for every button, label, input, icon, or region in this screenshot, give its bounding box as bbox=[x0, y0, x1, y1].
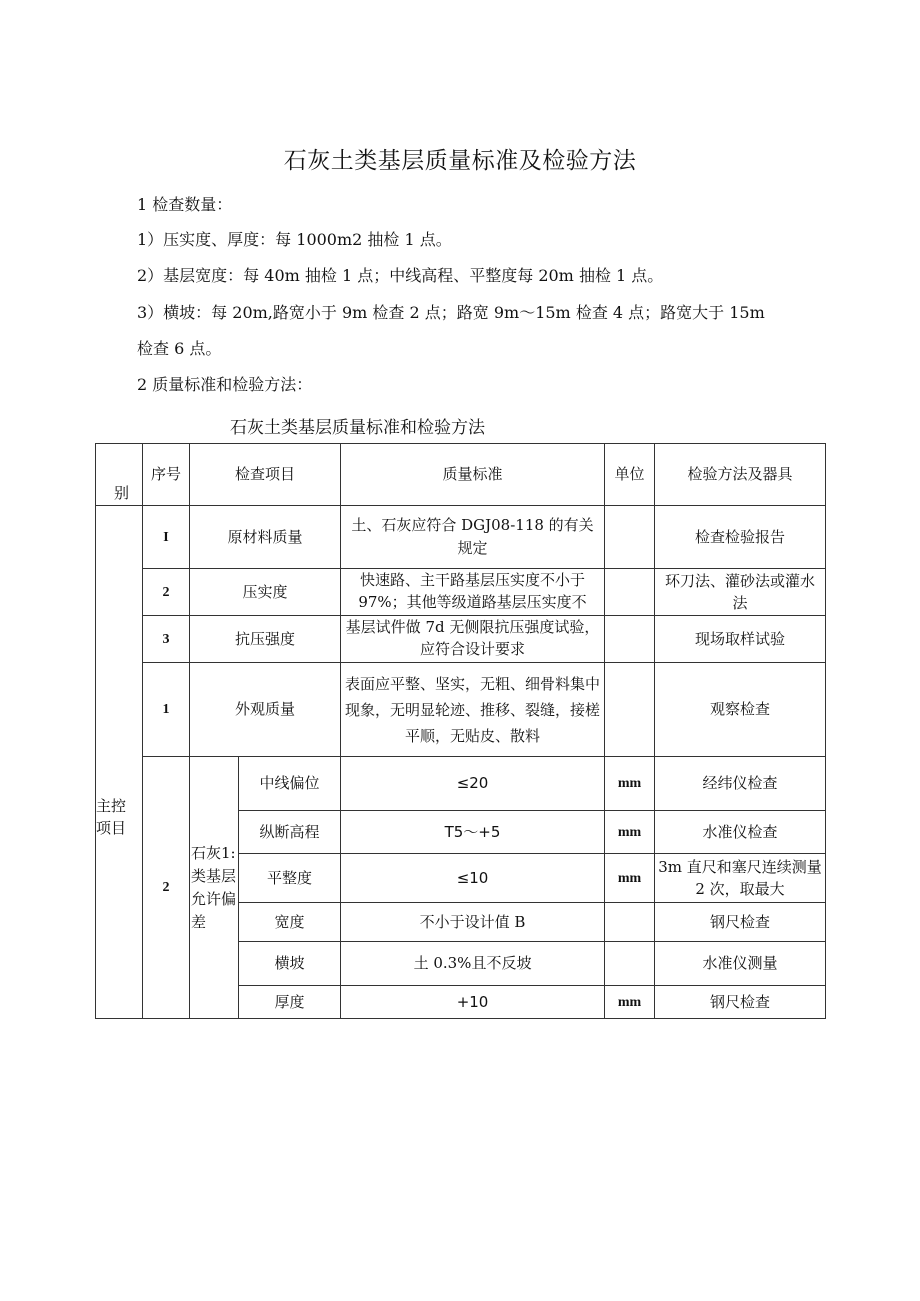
table-header-row bbox=[96, 444, 826, 506]
table-row bbox=[96, 616, 826, 663]
tolerance-item: 纵断高程 bbox=[239, 811, 341, 854]
row-item: 原材料质量 bbox=[190, 506, 341, 569]
sampling-item-3-line1: 3）横坡：每 20m,路宽小于 9m 检查 2 点；路宽 9m～15m 检查 4 点；路宽大于 15m bbox=[137, 303, 765, 322]
section-1-heading: 1 检查数量： bbox=[137, 195, 233, 214]
tolerance-unit: mm bbox=[605, 854, 655, 903]
tolerance-method: 3m 直尺和塞尺连续测量 2 次，取最大 bbox=[655, 854, 826, 903]
tolerance-standard: 土 0.3%且不反坡 bbox=[341, 942, 605, 986]
row-unit bbox=[605, 569, 655, 616]
row-method: 现场取样试验 bbox=[655, 616, 826, 663]
row-item: 抗压强度 bbox=[190, 616, 341, 663]
row-seq: I bbox=[143, 506, 190, 569]
tolerance-unit: mm bbox=[605, 986, 655, 1019]
row-method: 检查检验报告 bbox=[655, 506, 826, 569]
table-row bbox=[96, 757, 826, 811]
header-seq: 序号 bbox=[143, 444, 190, 506]
tolerance-standard: ≤10 bbox=[341, 854, 605, 903]
tolerance-item: 横坡 bbox=[239, 942, 341, 986]
tolerance-standard: 不小于设计值 B bbox=[341, 903, 605, 942]
tolerance-method: 水准仪测量 bbox=[655, 942, 826, 986]
tolerance-standard: +10 bbox=[341, 986, 605, 1019]
row-standard: 快速路、主干路基层压实度不小于 97%；其他等级道路基层压实度不 bbox=[341, 569, 605, 616]
tolerance-unit: mm bbox=[605, 757, 655, 811]
row-unit bbox=[605, 506, 655, 569]
section-2-heading: 2 质量标准和检验方法： bbox=[137, 375, 313, 394]
tolerance-unit: mm bbox=[605, 811, 655, 854]
row-standard: 表面应平整、坚实，无粗、细骨料集中现象，无明显轮迹、推移、裂缝，接槎平顺，无贴皮、散料 bbox=[341, 663, 605, 757]
header-standard: 质量标准 bbox=[341, 444, 605, 506]
row-seq: 3 bbox=[143, 616, 190, 663]
row-unit bbox=[605, 616, 655, 663]
header-category: 别 bbox=[96, 444, 143, 506]
page-title: 石灰土类基层质量标准及检验方法 bbox=[283, 148, 637, 174]
tolerance-standard: T5～+5 bbox=[341, 811, 605, 854]
tolerance-method: 经纬仪检查 bbox=[655, 757, 826, 811]
tolerance-group-label: 石灰1:类基层允许偏差 bbox=[190, 757, 239, 1019]
tolerance-method: 水准仪检查 bbox=[655, 811, 826, 854]
table-row bbox=[96, 663, 826, 757]
row-unit bbox=[605, 663, 655, 757]
row-seq: 1 bbox=[143, 663, 190, 757]
quality-standard-table bbox=[95, 443, 826, 1019]
table-caption: 石灰土类基层质量标准和检验方法 bbox=[230, 418, 485, 438]
category-main-control: 主控项目 bbox=[96, 506, 143, 1019]
tolerance-standard: ≤20 bbox=[341, 757, 605, 811]
tolerance-unit bbox=[605, 942, 655, 986]
sampling-item-3-line2: 检查 6 点。 bbox=[137, 339, 222, 358]
table-row bbox=[96, 506, 826, 569]
tolerance-item: 厚度 bbox=[239, 986, 341, 1019]
table-row bbox=[96, 569, 826, 616]
sampling-item-2: 2）基层宽度：每 40m 抽检 1 点；中线高程、平整度每 20m 抽检 1 点。 bbox=[137, 266, 664, 285]
tolerance-method: 钢尺检查 bbox=[655, 903, 826, 942]
row-standard: 土、石灰应符合 DGJ08-118 的有关规定 bbox=[341, 506, 605, 569]
tolerance-item: 宽度 bbox=[239, 903, 341, 942]
tolerance-item: 中线偏位 bbox=[239, 757, 341, 811]
header-item: 检查项目 bbox=[190, 444, 341, 506]
header-unit: 单位 bbox=[605, 444, 655, 506]
tolerance-item: 平整度 bbox=[239, 854, 341, 903]
row-seq: 2 bbox=[143, 569, 190, 616]
row-standard: 基层试件做 7d 无侧限抗压强度试验，应符合设计要求 bbox=[341, 616, 605, 663]
row-item: 外观质量 bbox=[190, 663, 341, 757]
row-method: 环刀法、灌砂法或灌水法 bbox=[655, 569, 826, 616]
sampling-item-1: 1）压实度、厚度：每 1000m2 抽检 1 点。 bbox=[137, 230, 452, 249]
tolerance-group-seq: 2 bbox=[143, 757, 190, 1019]
header-method: 检验方法及器具 bbox=[655, 444, 826, 506]
row-method: 观察检查 bbox=[655, 663, 826, 757]
row-item: 压实度 bbox=[190, 569, 341, 616]
tolerance-method: 钢尺检查 bbox=[655, 986, 826, 1019]
tolerance-unit bbox=[605, 903, 655, 942]
